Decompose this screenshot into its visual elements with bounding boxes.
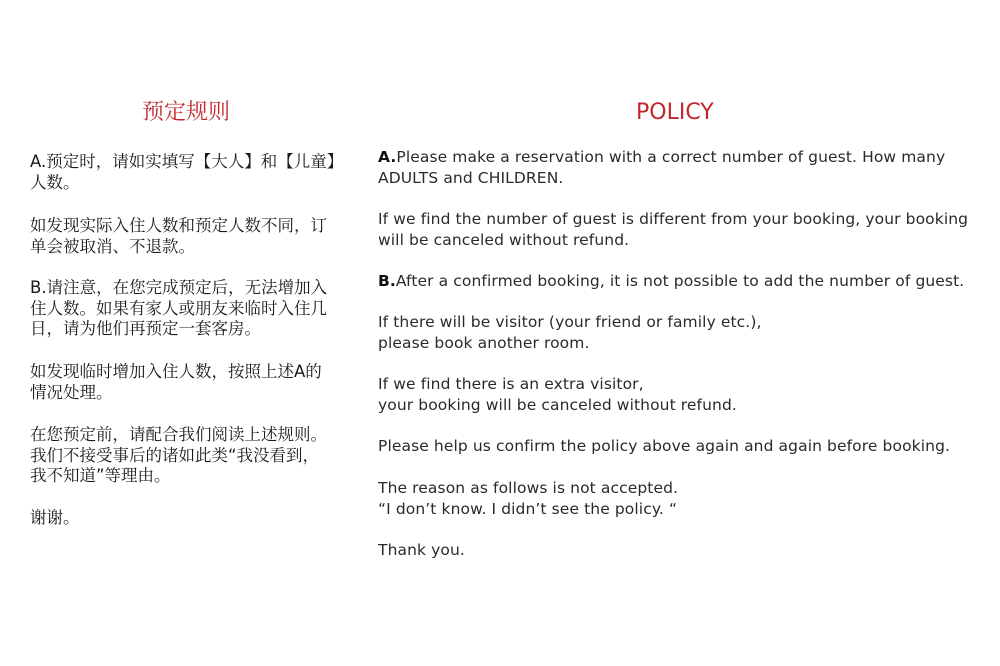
paragraph-text: The reason as follows is not accepted. “I don’t know. I didn’t see the policy. “	[378, 479, 679, 518]
chinese-paragraph-thanks: 谢谢。	[30, 508, 80, 527]
english-paragraph-mismatch	[378, 209, 983, 251]
paragraph-text: Please help us confirm the policy above again and again before booking.	[378, 437, 951, 455]
english-paragraph-a	[378, 147, 983, 189]
paragraph-text: If we find there is an extra visitor, your booking will be canceled without refund.	[378, 375, 737, 414]
paragraph-text: Please make a reservation with a correct number of guest. How many ADULTS and CHILDREN.	[378, 148, 946, 187]
english-paragraph-thanks	[378, 540, 983, 561]
english-paragraph-extra-visitor	[378, 374, 983, 416]
chinese-paragraph-a: A.预定时，请如实填写【大人】和【儿童】 人数。	[30, 152, 344, 192]
chinese-paragraph-extra-guest: 如发现临时增加入住人数，按照上述A的 情况处理。	[30, 362, 322, 402]
paragraph-text: If we find the number of guest is different from your booking, your booking will be canceled without refund.	[378, 210, 969, 249]
chinese-paragraph-read-rules: 在您预定前，请配合我们阅读上述规则。 我们不接受事后的诸如此类“我没看到， 我不知道”等理由。	[30, 425, 327, 485]
paragraph-text: After a confirmed booking, it is not possible to add the number of guest.	[395, 272, 965, 290]
chinese-policy-title: 预定规则	[142, 100, 231, 125]
paragraph-lead-a: A.	[378, 148, 397, 166]
paragraph-text: Thank you.	[378, 541, 465, 559]
paragraph-lead-b: B.	[378, 272, 396, 290]
english-paragraph-b	[378, 271, 983, 292]
english-paragraph-visitor	[378, 312, 983, 354]
paragraph-text: If there will be visitor (your friend or family etc.), please book another room.	[378, 313, 762, 352]
english-paragraph-reason	[378, 478, 983, 520]
english-policy-title: POLICY	[636, 100, 714, 125]
chinese-paragraph-b: B.请注意，在您完成预定后，无法增加入 住人数。如果有家人或朋友来临时入住几 日，请为他们再预定一套客房。	[30, 278, 328, 338]
chinese-paragraph-mismatch: 如发现实际入住人数和预定人数不同，订 单会被取消、不退款。	[30, 216, 327, 256]
english-paragraph-confirm	[378, 436, 983, 457]
